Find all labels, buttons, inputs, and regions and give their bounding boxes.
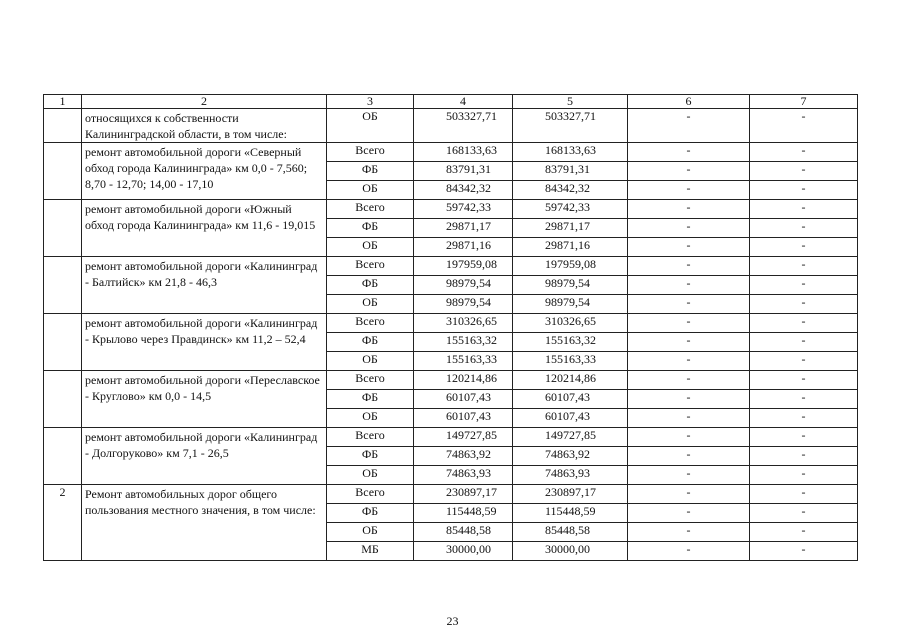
amount-col5: 155163,33 <box>513 352 628 371</box>
funding-source: ФБ <box>327 219 414 238</box>
funding-source: Всего <box>327 371 414 390</box>
header-row <box>44 95 858 109</box>
column-header: 4 <box>414 95 513 109</box>
amount-col6: - <box>628 314 750 333</box>
row-description: ремонт автомобильной дороги «Южный обход города Калининграда» км 11,6 - 19,015 <box>82 200 327 257</box>
amount-col6: - <box>628 276 750 295</box>
amount-col4: 59742,33 <box>414 200 513 219</box>
funding-source: ОБ <box>327 181 414 200</box>
amount-col7: - <box>750 219 858 238</box>
row-description: ремонт автомобильной дороги «Калининград - Балтийск» км 21,8 - 46,3 <box>82 257 327 314</box>
amount-col5: 155163,32 <box>513 333 628 352</box>
amount-col6: - <box>628 485 750 504</box>
amount-col4: 98979,54 <box>414 295 513 314</box>
table-row <box>44 485 858 504</box>
funding-source: Всего <box>327 428 414 447</box>
amount-col7: - <box>750 485 858 504</box>
row-index <box>44 257 82 314</box>
amount-col6: - <box>628 352 750 371</box>
amount-col4: 155163,33 <box>414 352 513 371</box>
funding-source: Всего <box>327 485 414 504</box>
amount-col4: 98979,54 <box>414 276 513 295</box>
amount-col4: 155163,32 <box>414 333 513 352</box>
amount-col6: - <box>628 523 750 542</box>
funding-source: ФБ <box>327 390 414 409</box>
amount-col4: 60107,43 <box>414 409 513 428</box>
amount-col6: - <box>628 504 750 523</box>
row-index <box>44 428 82 485</box>
column-header: 3 <box>327 95 414 109</box>
funding-source: Всего <box>327 200 414 219</box>
amount-col6: - <box>628 428 750 447</box>
table-row <box>44 200 858 219</box>
funding-source: ОБ <box>327 109 414 143</box>
amount-col4: 74863,93 <box>414 466 513 485</box>
funding-source: ФБ <box>327 333 414 352</box>
amount-col4: 149727,85 <box>414 428 513 447</box>
amount-col6: - <box>628 371 750 390</box>
funding-source: ФБ <box>327 276 414 295</box>
amount-col7: - <box>750 466 858 485</box>
amount-col7: - <box>750 447 858 466</box>
column-header: 6 <box>628 95 750 109</box>
funding-source: Всего <box>327 257 414 276</box>
row-description: относящихся к собственности Калининградской области, в том числе: <box>82 109 327 143</box>
amount-col4: 197959,08 <box>414 257 513 276</box>
row-index <box>44 371 82 428</box>
amount-col4: 120214,86 <box>414 371 513 390</box>
amount-col7: - <box>750 295 858 314</box>
amount-col5: 84342,32 <box>513 181 628 200</box>
table-row <box>44 428 858 447</box>
row-index <box>44 314 82 371</box>
amount-col5: 149727,85 <box>513 428 628 447</box>
amount-col7: - <box>750 238 858 257</box>
amount-col5: 59742,33 <box>513 200 628 219</box>
row-index: 2 <box>44 485 82 561</box>
amount-col6: - <box>628 162 750 181</box>
column-header: 2 <box>82 95 327 109</box>
row-index <box>44 109 82 143</box>
amount-col4: 503327,71 <box>414 109 513 143</box>
amount-col5: 29871,17 <box>513 219 628 238</box>
row-description: ремонт автомобильной дороги «Калининград - Крылово через Правдинск» км 11,2 – 52,4 <box>82 314 327 371</box>
amount-col7: - <box>750 200 858 219</box>
amount-col7: - <box>750 390 858 409</box>
budget-table <box>43 94 858 561</box>
amount-col4: 74863,92 <box>414 447 513 466</box>
amount-col5: 503327,71 <box>513 109 628 143</box>
amount-col6: - <box>628 181 750 200</box>
amount-col5: 60107,43 <box>513 409 628 428</box>
amount-col4: 84342,32 <box>414 181 513 200</box>
table-row <box>44 371 858 390</box>
funding-source: ОБ <box>327 352 414 371</box>
funding-source: ОБ <box>327 523 414 542</box>
funding-source: ФБ <box>327 162 414 181</box>
row-description: ремонт автомобильной дороги «Калининград - Долгоруково» км 7,1 - 26,5 <box>82 428 327 485</box>
amount-col7: - <box>750 276 858 295</box>
row-description: ремонт автомобильной дороги «Переславское - Круглово» км 0,0 - 14,5 <box>82 371 327 428</box>
amount-col7: - <box>750 409 858 428</box>
table-row <box>44 257 858 276</box>
amount-col5: 74863,93 <box>513 466 628 485</box>
amount-col7: - <box>750 143 858 162</box>
amount-col4: 83791,31 <box>414 162 513 181</box>
amount-col6: - <box>628 409 750 428</box>
funding-source: ОБ <box>327 466 414 485</box>
page-number: 23 <box>446 614 459 628</box>
amount-col7: - <box>750 333 858 352</box>
amount-col7: - <box>750 352 858 371</box>
amount-col4: 230897,17 <box>414 485 513 504</box>
amount-col5: 230897,17 <box>513 485 628 504</box>
amount-col6: - <box>628 447 750 466</box>
amount-col6: - <box>628 390 750 409</box>
amount-col5: 120214,86 <box>513 371 628 390</box>
amount-col7: - <box>750 428 858 447</box>
amount-col4: 310326,65 <box>414 314 513 333</box>
amount-col7: - <box>750 523 858 542</box>
funding-source: ОБ <box>327 238 414 257</box>
row-index <box>44 143 82 200</box>
funding-source: ФБ <box>327 504 414 523</box>
amount-col4: 60107,43 <box>414 390 513 409</box>
amount-col5: 197959,08 <box>513 257 628 276</box>
amount-col5: 85448,58 <box>513 523 628 542</box>
amount-col7: - <box>750 314 858 333</box>
amount-col7: - <box>750 109 858 143</box>
amount-col5: 98979,54 <box>513 276 628 295</box>
amount-col4: 30000,00 <box>414 542 513 561</box>
table-row <box>44 143 858 162</box>
row-description: ремонт автомобильной дороги «Северный обход города Калининграда» км 0,0 - 7,560; 8,70 - 12,70; 14,00 - 17,10 <box>82 143 327 200</box>
amount-col6: - <box>628 219 750 238</box>
amount-col6: - <box>628 295 750 314</box>
amount-col7: - <box>750 162 858 181</box>
amount-col7: - <box>750 371 858 390</box>
amount-col6: - <box>628 542 750 561</box>
column-header: 1 <box>44 95 82 109</box>
row-description: Ремонт автомобильных дорог общего пользования местного значения, в том числе: <box>82 485 327 561</box>
amount-col6: - <box>628 200 750 219</box>
amount-col4: 115448,59 <box>414 504 513 523</box>
amount-col6: - <box>628 109 750 143</box>
funding-source: ФБ <box>327 447 414 466</box>
amount-col7: - <box>750 542 858 561</box>
amount-col5: 115448,59 <box>513 504 628 523</box>
amount-col4: 85448,58 <box>414 523 513 542</box>
column-header: 7 <box>750 95 858 109</box>
amount-col4: 168133,63 <box>414 143 513 162</box>
amount-col5: 98979,54 <box>513 295 628 314</box>
amount-col6: - <box>628 238 750 257</box>
amount-col4: 29871,17 <box>414 219 513 238</box>
amount-col4: 29871,16 <box>414 238 513 257</box>
funding-source: Всего <box>327 143 414 162</box>
row-index <box>44 200 82 257</box>
amount-col5: 310326,65 <box>513 314 628 333</box>
amount-col7: - <box>750 504 858 523</box>
column-header: 5 <box>513 95 628 109</box>
funding-source: ОБ <box>327 295 414 314</box>
amount-col7: - <box>750 181 858 200</box>
amount-col5: 30000,00 <box>513 542 628 561</box>
table-row <box>44 109 858 143</box>
amount-col5: 29871,16 <box>513 238 628 257</box>
amount-col5: 60107,43 <box>513 390 628 409</box>
amount-col5: 168133,63 <box>513 143 628 162</box>
amount-col6: - <box>628 143 750 162</box>
amount-col6: - <box>628 257 750 276</box>
amount-col5: 74863,92 <box>513 447 628 466</box>
funding-source: МБ <box>327 542 414 561</box>
amount-col6: - <box>628 466 750 485</box>
amount-col5: 83791,31 <box>513 162 628 181</box>
funding-source: Всего <box>327 314 414 333</box>
amount-col6: - <box>628 333 750 352</box>
funding-source: ОБ <box>327 409 414 428</box>
table-row <box>44 314 858 333</box>
amount-col7: - <box>750 257 858 276</box>
